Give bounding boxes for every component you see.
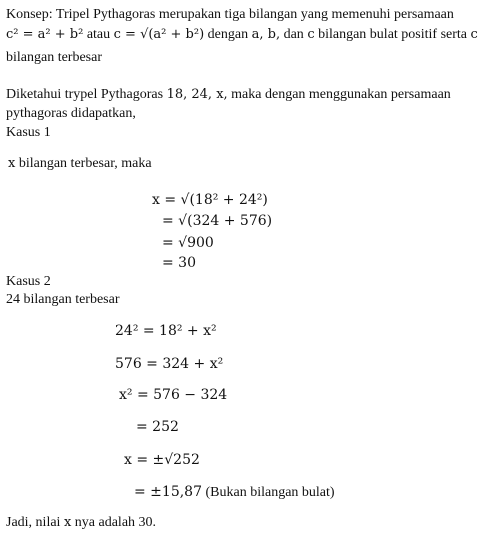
kasus-1-step-3: = √900 <box>162 235 214 251</box>
diketahui-text: Diketahui trypel Pythagoras <box>6 87 167 102</box>
kasus-2-step-2: 576 = 324 + x² <box>115 356 224 372</box>
triple-values: 18, 24, x, <box>166 87 228 102</box>
konsep-line-1 <box>6 6 454 23</box>
kasus-1-step-1: x = √(18² + 24²) <box>152 192 268 208</box>
conclusion-line <box>6 514 156 531</box>
diketahui-text-2: maka dengan menggunakan persamaan <box>227 87 451 102</box>
diketahui-line-1 <box>6 86 451 103</box>
kasus-1-description <box>8 155 152 172</box>
diketahui-line-2 <box>6 105 136 122</box>
kasus-2-desc-text: 24 bilangan terbesar <box>6 292 120 307</box>
konsep-text: Konsep: Tripel Pythagoras merupakan tiga bilangan yang memenuhi persamaan <box>6 7 454 22</box>
pythagoras-formula: c² = a² + b² <box>6 27 84 42</box>
konsep-dengan: dengan <box>204 27 252 42</box>
kasus-2-step-5: x = ±√252 <box>124 452 200 468</box>
conclusion-text-2: nya adalah 30. <box>71 515 157 530</box>
hypotenuse-formula: c = √(a² + b²) <box>113 27 205 42</box>
konsep-line-2 <box>6 26 478 43</box>
kasus-1-title <box>6 124 51 141</box>
kasus-2-step-1: 24² = 18² + x² <box>115 323 217 339</box>
kasus-1-step-4: = 30 <box>162 255 196 271</box>
konsep-var-c: c <box>307 27 315 42</box>
kasus-1-label: Kasus 1 <box>6 125 51 140</box>
konsep-variables: a, b, <box>251 27 281 42</box>
konsep-atau: atau <box>83 27 114 42</box>
konsep-text-end: bilangan terbesar <box>6 50 103 65</box>
konsep-dan: dan <box>280 27 308 42</box>
konsep-var-c-2: c <box>470 27 478 42</box>
conclusion-var-x: x <box>63 515 72 530</box>
kasus-2-title <box>6 273 51 290</box>
kasus-2-note: (Bukan bilangan bulat) <box>202 485 335 500</box>
kasus-2-description <box>6 291 120 308</box>
kasus-2-step-4: = 252 <box>136 419 179 435</box>
kasus-1-var-x: x <box>8 156 16 171</box>
conclusion-text: Jadi, nilai <box>6 515 64 530</box>
kasus-2-step-3: x² = 576 − 324 <box>119 387 228 403</box>
kasus-2-step-6 <box>134 483 335 502</box>
diketahui-text-3: pythagoras didapatkan, <box>6 106 136 121</box>
kasus-2-label: Kasus 2 <box>6 274 51 289</box>
kasus-1-step-2: = √(324 + 576) <box>162 213 273 229</box>
konsep-line-3 <box>6 49 102 66</box>
kasus-1-desc-text: bilangan terbesar, maka <box>15 156 152 171</box>
kasus-2-final-value: = ±15,87 <box>134 484 202 500</box>
konsep-rest: bilangan bulat positif serta <box>314 27 471 42</box>
